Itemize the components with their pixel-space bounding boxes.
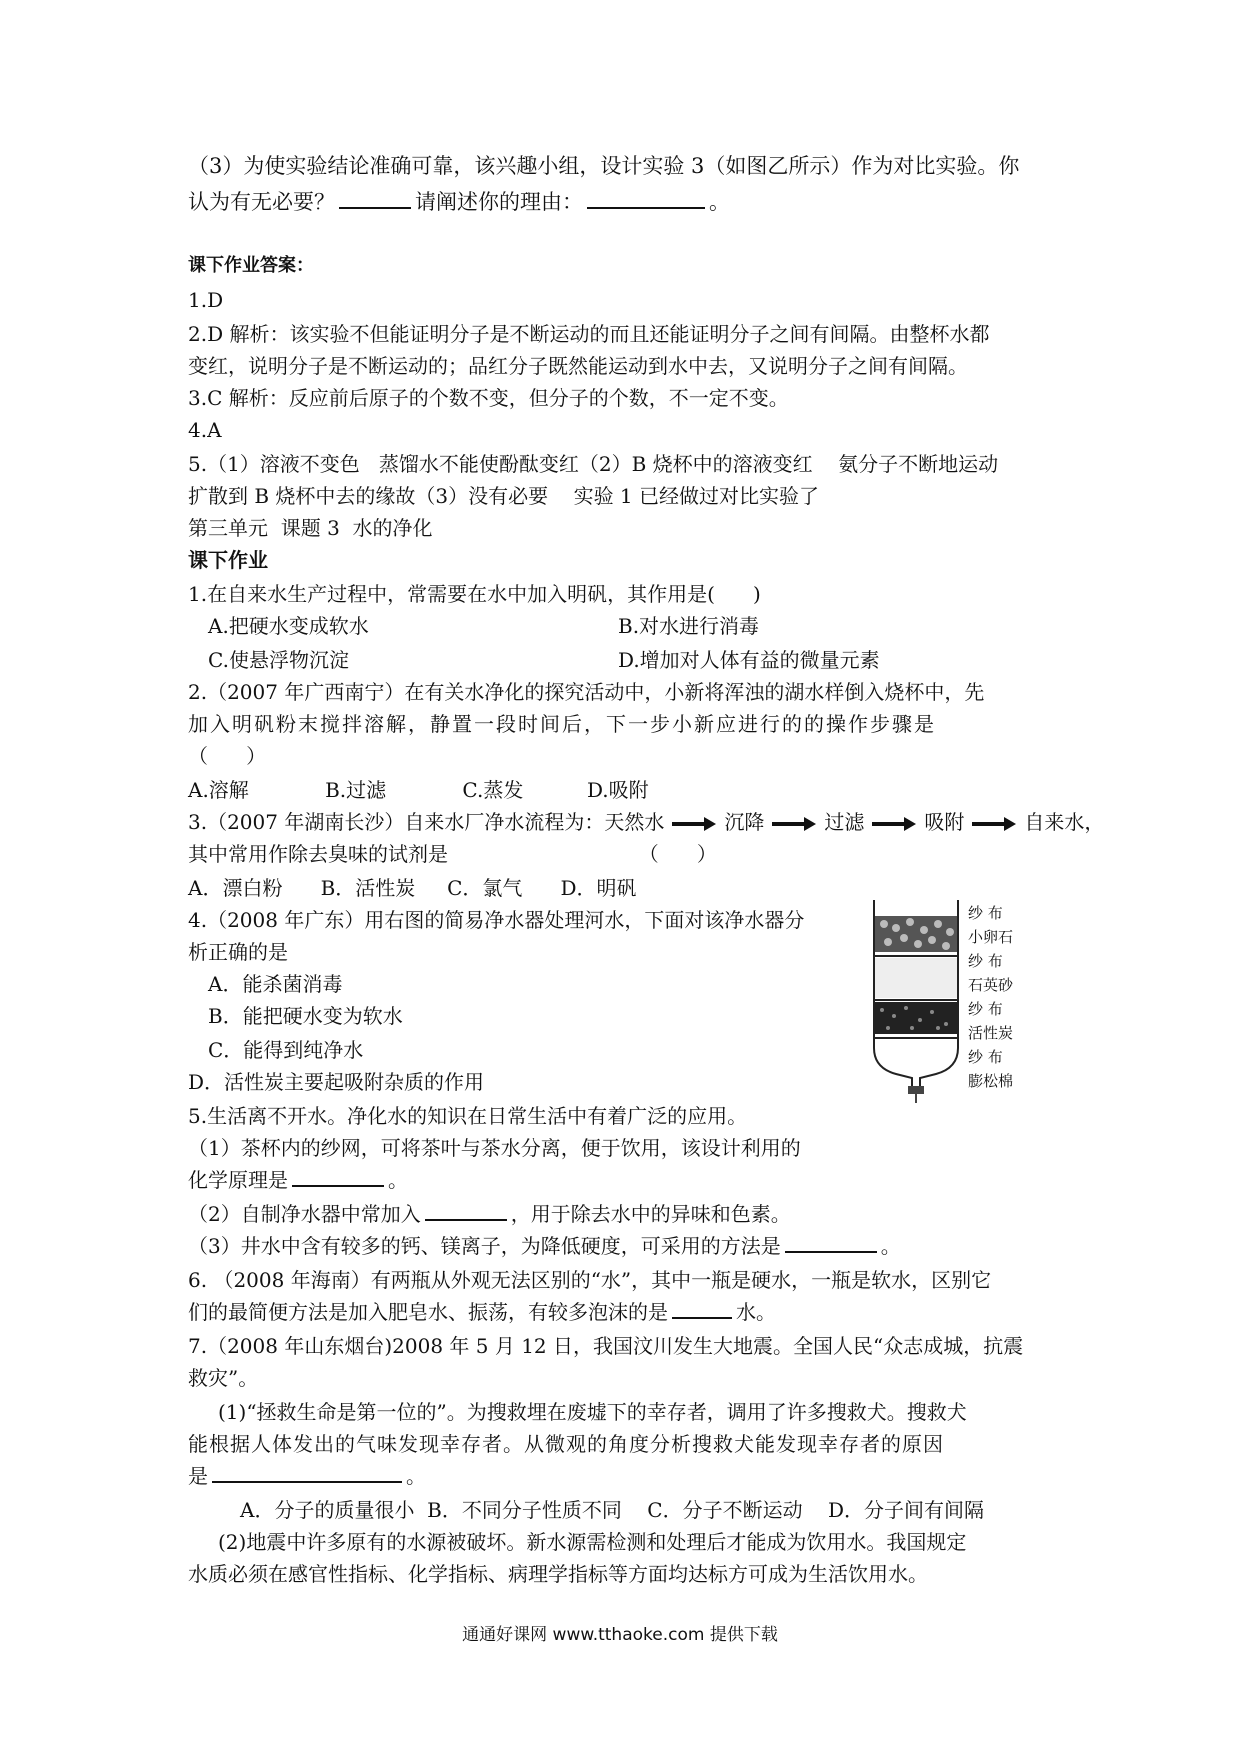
q7-options: A．分子的质量很小 B．不同分子性质不同 C．分子不断运动 D．分子间有间隔 [240, 1498, 985, 1522]
q1-option-d: D.增加对人体有益的微量元素 [618, 648, 880, 672]
q4-option-a: A．能杀菌消毒 [208, 972, 343, 996]
blank-q7[interactable] [212, 1461, 402, 1483]
answer-5-line2: 扩散到 B 烧杯中去的缘故（3）没有必要 实验 1 已经做过对比实验了 [188, 484, 820, 508]
answer-3: 3.C 解析：反应前后原子的个数不变，但分子的个数，不一定不变。 [188, 386, 789, 410]
filter-label-6: 活性炭 [968, 1024, 1014, 1042]
q7-p1-line3: 是 。 [188, 1460, 426, 1492]
q1-stem: 1.在自来水生产过程中，常需要在水中加入明矾，其作用是( ) [188, 582, 761, 606]
q4-option-c: C．能得到纯净水 [208, 1038, 364, 1062]
q7-line1: 7.（2008 年山东烟台)2008 年 5 月 12 日，我国汶川发生大地震。全国人民“众志成城，抗震 [188, 1334, 1024, 1358]
filter-label-7: 纱 布 [968, 1048, 1003, 1066]
q7-p2-line1: (2)地震中许多原有的水源被破坏。新水源需检测和处理后才能成为饮用水。我国规定 [218, 1530, 967, 1554]
arrow-icon [870, 815, 918, 833]
q7-p2-line2: 水质必须在感官性指标、化学指标、病理学指标等方面均达标方可成为生活饮用水。 [188, 1562, 928, 1586]
filter-label-8: 膨松棉 [968, 1072, 1014, 1090]
q6-line2: 们的最简便方法是加入肥皂水、振荡，有较多泡沫的是 水。 [188, 1296, 776, 1328]
q5-stem: 5.生活离不开水。净化水的知识在日常生活中有着广泛的应用。 [188, 1104, 748, 1128]
q3-line2: 其中常用作除去臭味的试剂是 （ ） [188, 842, 717, 866]
filter-label-4: 石英砂 [968, 976, 1014, 994]
answer-2-line2: 变红，说明分子是不断运动的；品红分子既然能运动到水中去，又说明分子之间有间隔。 [188, 354, 968, 378]
q5-sub3: （3）井水中含有较多的钙、镁离子，为降低硬度，可采用的方法是 。 [188, 1230, 901, 1262]
unit-title: 第三单元 课题 3 水的净化 [188, 516, 433, 540]
q7-p1-line2: 能根据人体发出的气味发现幸存者。从微观的角度分析搜救犬能发现幸存者的原因 [188, 1432, 944, 1456]
answer-4: 4.A [188, 418, 222, 442]
p3-line2: 认为有无必要？ 请阐述你的理由： 。 [188, 186, 730, 218]
q5-sub2: （2）自制净水器中常加入 ，用于除去水中的异味和色素。 [188, 1198, 791, 1230]
q2-line2: 加入明矾粉末搅拌溶解，静置一段时间后，下一步小新应进行的的操作步骤是 [188, 712, 936, 736]
answers-heading: 课下作业答案： [188, 255, 314, 276]
q7-line2: 救灾”。 [188, 1366, 259, 1390]
q1-option-a: A.把硬水变成软水 [208, 614, 369, 638]
q7-p1-line1: (1)“拯救生命是第一位的”。为搜救埋在废墟下的幸存者，调用了许多搜救犬。搜救犬 [218, 1400, 967, 1424]
p3-line1: （3）为使实验结论准确可靠，该兴趣小组，设计实验 3（如图乙所示）作为对比实验。你 [188, 154, 1020, 178]
q2-line1: 2.（2007 年广西南宁）在有关水净化的探究活动中，小新将浑浊的湖水样倒入烧杯中，先 [188, 680, 985, 704]
q3-line1: 3.（2007 年湖南长沙）自来水厂净水流程为：天然水 沉降 过滤 吸附 自来水， [188, 810, 1105, 834]
q4-option-d: D．活性炭主要起吸附杂质的作用 [188, 1070, 485, 1094]
blank-q5-2[interactable] [425, 1199, 507, 1221]
filter-label-1: 纱 布 [968, 904, 1003, 922]
arrow-icon [770, 815, 818, 833]
answer-1: 1.D [188, 288, 224, 312]
q2-options: A.溶解 B.过滤 C.蒸发 D.吸附 [188, 778, 649, 802]
q4-line1: 4.（2008 年广东）用右图的简易净水器处理河水，下面对该净水器分 [188, 908, 805, 932]
answer-2-line1: 2.D 解析：该实验不但能证明分子是不断运动的而且还能证明分子之间有间隔。由整杯水都 [188, 322, 990, 346]
q2-line3: （ ） [188, 744, 267, 768]
footer-source: 通通好课网 www.tthaoke.com 提供下载 [462, 1625, 778, 1645]
answer-5-line1: 5.（1）溶液不变色 蒸馏水不能使酚酞变红（2）B 烧杯中的溶液变红 氨分子不断地运动 [188, 452, 999, 476]
blank-necessity[interactable] [339, 187, 411, 209]
q1-option-b: B.对水进行消毒 [618, 614, 760, 638]
blank-q6[interactable] [672, 1297, 732, 1319]
q5-sub1-line1: （1）茶杯内的纱网，可将茶叶与茶水分离，便于饮用，该设计利用的 [188, 1136, 801, 1160]
homework-heading: 课下作业 [188, 548, 268, 572]
q4-line2: 析正确的是 [188, 940, 288, 964]
q1-option-c: C.使悬浮物沉淀 [208, 648, 349, 672]
q4-option-b: B．能把硬水变为软水 [208, 1004, 403, 1028]
filter-label-5: 纱 布 [968, 1000, 1003, 1018]
filter-label-3: 纱 布 [968, 952, 1003, 970]
blank-reason[interactable] [587, 187, 705, 209]
blank-q5-1[interactable] [292, 1165, 384, 1187]
q3-options: A．漂白粉 B．活性炭 C．氯气 D．明矾 [188, 876, 637, 900]
blank-q5-3[interactable] [785, 1231, 877, 1253]
filter-label-2: 小卵石 [968, 928, 1014, 946]
arrow-icon [970, 815, 1018, 833]
q6-line1: 6. （2008 年海南）有两瓶从外观无法区别的“水”，其中一瓶是硬水，一瓶是软水，区别它 [188, 1268, 992, 1292]
q5-sub1-line2: 化学原理是 。 [188, 1164, 408, 1196]
arrow-icon [670, 815, 718, 833]
